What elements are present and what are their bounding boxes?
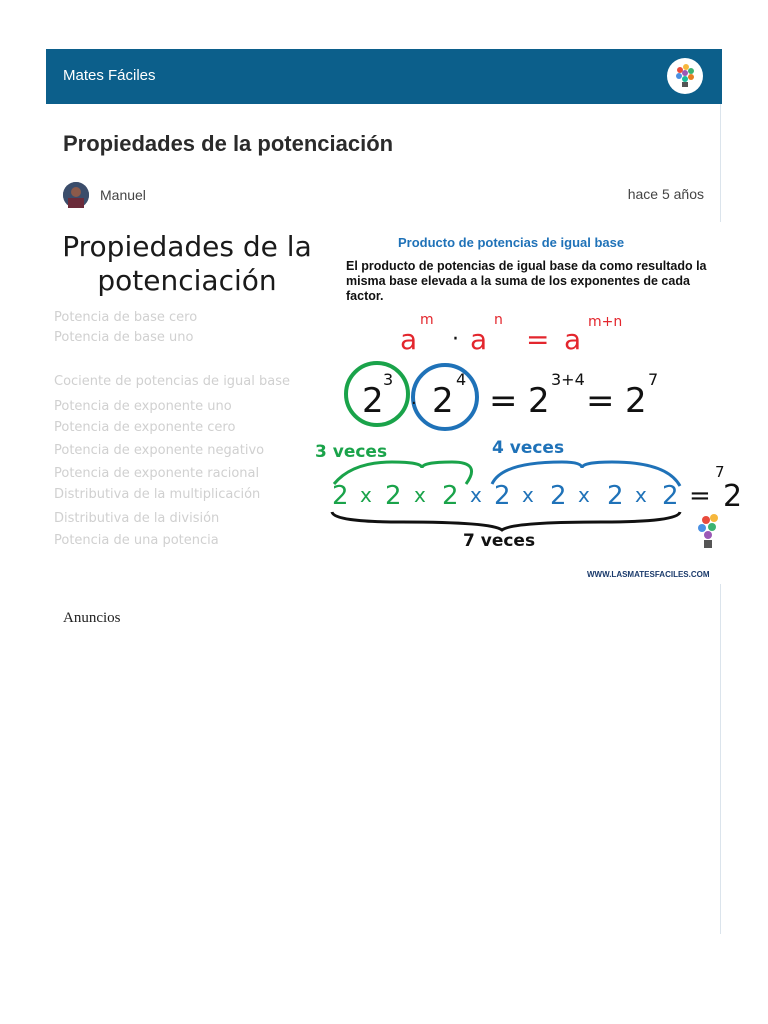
formula-exp-1: m: [420, 312, 434, 328]
exp-join-x: x: [470, 483, 482, 507]
exp-blue-x: x: [578, 483, 590, 507]
author-avatar[interactable]: [63, 182, 89, 208]
ads-label: Anuncios: [63, 610, 121, 626]
exp-result-exp: 7: [715, 463, 725, 481]
lightbulb-icon[interactable]: [667, 58, 703, 94]
formula-equals: =: [526, 323, 550, 356]
formula-exp-result: m+n: [588, 314, 623, 330]
label-3-veces: 3 veces: [315, 442, 388, 462]
example-exp-2: 4: [456, 370, 467, 389]
example-base-1: 2: [362, 381, 384, 421]
example-dot: ·: [411, 393, 417, 414]
property-item: Potencia de base uno: [54, 330, 194, 345]
property-item: Potencia de exponente racional: [54, 466, 260, 481]
label-4-veces: 4 veces: [492, 438, 565, 458]
figure-title-line2: potenciación: [97, 264, 277, 297]
property-item: Cociente de potencias de igual base: [54, 374, 290, 389]
property-item: Potencia de exponente uno: [54, 399, 232, 414]
example-base-4: 2: [625, 381, 647, 421]
formula-graphic: [315, 222, 743, 584]
exp-blue-x: x: [635, 483, 647, 507]
exp-equals: =: [689, 481, 711, 511]
site-watermark: WWW.LASMATESFACILES.COM: [587, 570, 710, 579]
article-figure: [46, 222, 743, 584]
formula-base-1: a: [400, 323, 418, 356]
rule-description: El producto de potencias de igual base da como resultado la misma base elevada a la suma de los exponentes de cada factor.: [346, 259, 707, 303]
example-exp-result: 7: [648, 370, 659, 389]
property-item: Potencia de una potencia: [54, 533, 219, 548]
exp-green-x: x: [360, 483, 372, 507]
property-item: Distributiva de la división: [54, 511, 220, 526]
exp-result-base: 2: [723, 479, 743, 514]
example-equals-2: =: [586, 381, 615, 421]
figure-title-line1: Propiedades de la: [62, 230, 312, 263]
figure-title: [52, 230, 322, 298]
article-title: Propiedades de la potenciación: [63, 131, 394, 156]
exp-green-2: 2: [442, 481, 459, 511]
property-item: Potencia de base cero: [54, 310, 198, 325]
black-underbrace: [332, 512, 680, 530]
exp-blue-x: x: [522, 483, 534, 507]
site-header: [46, 49, 722, 104]
author-name-link[interactable]: Manuel: [100, 187, 146, 203]
exp-green-2: 2: [385, 481, 402, 511]
site-name-link[interactable]: Mates Fáciles: [63, 67, 156, 84]
formula-exp-2: n: [494, 312, 503, 328]
lightbulb-logo-icon: [698, 514, 718, 548]
example-base-2: 2: [432, 381, 454, 421]
rule-title: Producto de potencias de igual base: [398, 235, 625, 250]
exp-blue-2: 2: [550, 481, 567, 511]
formula-base-2: a: [470, 323, 488, 356]
exp-blue-2: 2: [607, 481, 624, 511]
example-exp-1: 3: [383, 370, 394, 389]
example-base-3: 2: [528, 381, 550, 421]
property-item: Distributiva de la multiplicación: [54, 487, 261, 502]
example-exp-sum: 3+4: [551, 370, 585, 389]
property-item: Potencia de exponente cero: [54, 420, 236, 435]
property-item: Potencia de exponente negativo: [54, 443, 265, 458]
example-equals-1: =: [489, 381, 518, 421]
formula-dot: ·: [452, 327, 459, 352]
exp-green-x: x: [414, 483, 426, 507]
exp-blue-2: 2: [662, 481, 679, 511]
formula-base-3: a: [564, 323, 582, 356]
exp-blue-2: 2: [494, 481, 511, 511]
label-7-veces: 7 veces: [463, 531, 536, 551]
post-time: hace 5 años: [627, 186, 704, 202]
figure-right-panel: [315, 222, 743, 584]
exp-green-2: 2: [332, 481, 349, 511]
